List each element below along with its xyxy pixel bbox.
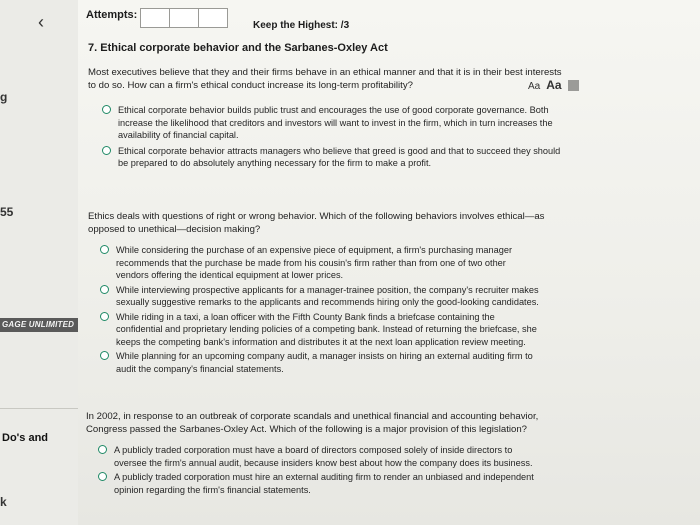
q2-options: [100, 244, 540, 375]
sidebar-fragment-bottom: k: [0, 495, 7, 509]
q1-option-2[interactable]: [102, 145, 562, 170]
font-larger-button[interactable]: Aa: [546, 78, 562, 92]
q2-option-2[interactable]: [100, 284, 540, 309]
option-text: Ethical corporate behavior attracts managers who believe that greed is good and that to succeed they should be prepared to do absolutely anything necessary for the firm to make a profit.: [118, 145, 561, 168]
q1-options: [102, 104, 562, 170]
sidebar-item-dos-and[interactable]: Do's and: [2, 432, 49, 444]
option-text: A publicly traded corporation must have a board of directors composed solely of inside directors to oversee the firm's annual audit, because insiders know best about how the company does its business.: [114, 445, 533, 468]
attempts-label: Attempts:: [86, 9, 138, 21]
q3-prompt: In 2002, in response to an outbreak of corporate scandals and unethical financial and accounting behavior, Congress passed the Sarbanes-Oxley Act. Which of the following is a major provision of this legislation?: [86, 411, 539, 435]
radio-button[interactable]: [100, 312, 109, 321]
q2-option-1[interactable]: [100, 244, 540, 282]
q3-options: [98, 444, 538, 496]
radio-button[interactable]: [98, 472, 107, 481]
radio-button[interactable]: [102, 105, 111, 114]
sidebar: [0, 0, 79, 525]
sidebar-fragment-mid: 55: [0, 205, 14, 219]
option-text: While riding in a taxi, a loan officer with the Fifth County Bank finds a briefcase containing the confidential and proprietary lending policies of a competing bank. Instead of returning the briefcase, she keeps the competing bank's information and distributes it at the next loan application review meeting.: [116, 311, 537, 347]
chevron-left-icon[interactable]: ‹: [38, 12, 44, 32]
attempts-boxes: [140, 8, 227, 28]
q1-prompt: Most executives believe that they and their firms behave in an ethical manner and that it is in their best interests to do so. How can a firm's ethical conduct increase its long-term profitability?: [88, 67, 562, 91]
q3-option-2[interactable]: [98, 471, 538, 496]
radio-button[interactable]: [100, 285, 109, 294]
attempt-box: [140, 8, 170, 28]
q2-option-3[interactable]: [100, 311, 540, 349]
radio-button[interactable]: [100, 351, 109, 360]
q1-option-1[interactable]: [102, 104, 562, 142]
attempt-box: [198, 8, 228, 28]
attempt-box: [169, 8, 199, 28]
option-text: While interviewing prospective applicants for a manager-trainee position, the company's recruiter makes sexually suggestive remarks to the applicants and recommends hiring only the good-looking candidates.: [116, 284, 539, 307]
q2-prompt: Ethics deals with questions of right or wrong behavior. Which of the following behaviors involves ethical—as opposed to unethical—decision making?: [88, 211, 545, 235]
option-text: While considering the purchase of an expensive piece of equipment, a firm's purchasing manager recommends that the purchase be made from his cousin's firm rather than from one of two other vendors offering the identical equipment at lower prices.: [116, 245, 513, 280]
sidebar-brand-badge: GAGE UNLIMITED: [0, 318, 78, 332]
q2-option-4[interactable]: [100, 350, 540, 375]
q3-option-1[interactable]: [98, 444, 538, 469]
sidebar-divider: [0, 408, 78, 409]
radio-button[interactable]: [102, 146, 111, 155]
option-text: A publicly traded corporation must hire an external auditing firm to render an unbiased and independent opinion regarding the firm's financial statements.: [114, 472, 534, 495]
question-panel: [78, 0, 700, 525]
sidebar-fragment-top: g: [0, 90, 8, 104]
font-smaller-button[interactable]: Aa: [528, 81, 541, 92]
question-title: 7. Ethical corporate behavior and the Sarbanes-Oxley Act: [88, 42, 388, 54]
keep-highest-label: Keep the Highest: /3: [253, 20, 350, 31]
radio-button[interactable]: [98, 445, 107, 454]
book-icon[interactable]: [568, 80, 579, 91]
radio-button[interactable]: [100, 245, 109, 254]
option-text: Ethical corporate behavior builds public trust and encourages the use of good corporate governance. Both increase the likelihood that creditors and investors will want to invest in the firm, which in turn increases the availability of financial capital.: [118, 105, 553, 140]
option-text: While planning for an upcoming company audit, a manager insists on hiring an external auditing firm to audit the company's financial statements.: [116, 351, 533, 374]
